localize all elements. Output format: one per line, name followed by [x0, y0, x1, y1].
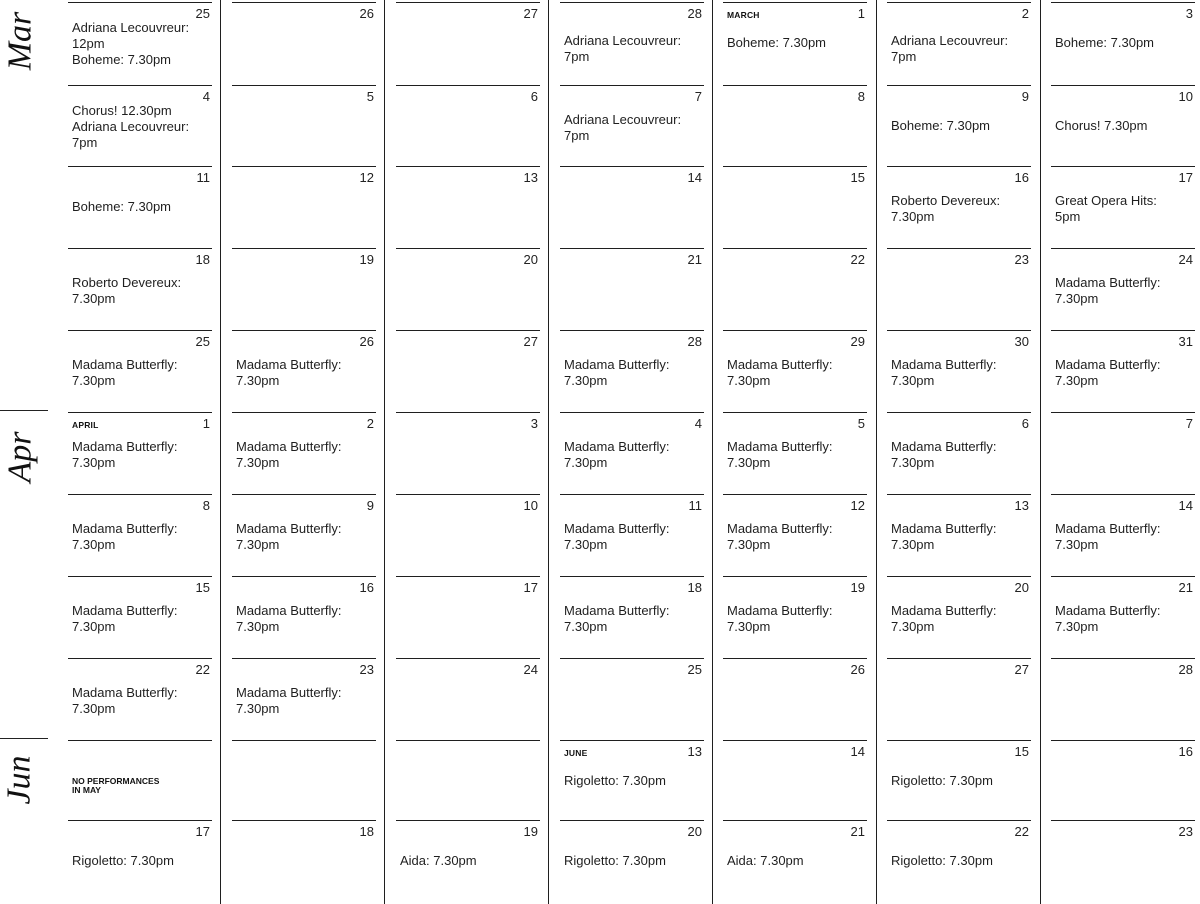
day-number: 16	[359, 580, 374, 595]
performance-entry: 7.30pm	[72, 455, 116, 470]
performance-entry: 7.30pm	[1055, 537, 1099, 552]
day-cell	[396, 820, 540, 902]
performance-entry: 7.30pm	[72, 701, 116, 716]
performance-entry: 7.30pm	[564, 373, 608, 388]
performance-entry: 7pm	[564, 128, 590, 143]
performance-entry: Chorus! 12.30pm	[72, 103, 172, 118]
day-cell	[68, 248, 212, 330]
column-divider	[712, 0, 713, 904]
performance-list	[891, 33, 1029, 65]
performance-entry: Rigoletto: 7.30pm	[891, 853, 993, 868]
day-number: 21	[1178, 580, 1193, 595]
day-cell	[1051, 248, 1195, 330]
day-number: 5	[857, 416, 865, 431]
day-cell	[887, 330, 1031, 412]
performance-entry: 7.30pm	[564, 455, 608, 470]
day-cell	[887, 494, 1031, 576]
performance-list	[1055, 275, 1193, 307]
day-number: 26	[359, 6, 374, 21]
day-cell	[1051, 576, 1195, 658]
day-cell	[723, 248, 867, 330]
performance-entry: Adriana Lecouvreur:	[72, 20, 190, 35]
day-number: 11	[688, 498, 702, 513]
month-label-text: Jun	[1, 755, 38, 805]
performance-entry: Madama Butterfly:	[891, 357, 997, 372]
performance-list	[727, 521, 865, 553]
performance-entry: Madama Butterfly:	[564, 439, 670, 454]
day-cell	[68, 2, 212, 84]
performance-entry: Madama Butterfly:	[72, 521, 178, 536]
day-cell	[232, 658, 376, 740]
day-number: 28	[687, 334, 702, 349]
day-cell	[396, 85, 540, 167]
day-number: 15	[195, 580, 210, 595]
performance-entry: 7.30pm	[72, 619, 116, 634]
performance-list	[891, 773, 1029, 789]
day-number: 29	[850, 334, 865, 349]
performance-entry: Madama Butterfly:	[1055, 603, 1161, 618]
performance-list	[891, 357, 1029, 389]
day-cell	[887, 576, 1031, 658]
day-number: 12	[359, 170, 374, 185]
performance-list	[564, 521, 702, 553]
day-number: 26	[850, 662, 865, 677]
day-number: 14	[1178, 498, 1193, 513]
day-number: 21	[850, 824, 865, 839]
day-number: 20	[687, 824, 702, 839]
month-start-tag: APRIL	[72, 420, 99, 430]
performance-list	[72, 853, 210, 869]
performance-entry: 7.30pm	[236, 373, 280, 388]
month-start-tag: JUNE	[564, 748, 588, 758]
performance-entry: Madama Butterfly:	[727, 603, 833, 618]
day-number: 10	[1178, 89, 1193, 104]
performance-entry: 7.30pm	[72, 291, 116, 306]
day-cell	[232, 166, 376, 248]
column-divider	[384, 0, 385, 904]
performance-entry: Madama Butterfly:	[727, 439, 833, 454]
day-number: 25	[687, 662, 702, 677]
day-number: 15	[1014, 744, 1029, 759]
day-cell	[232, 740, 376, 822]
day-cell	[723, 330, 867, 412]
performance-entry: 7.30pm	[236, 619, 280, 634]
day-cell	[1051, 494, 1195, 576]
performance-list	[1055, 35, 1193, 51]
performance-list	[72, 275, 210, 307]
performance-entry: Madama Butterfly:	[891, 603, 997, 618]
performance-entry: 7.30pm	[891, 455, 935, 470]
performance-entry: Madama Butterfly:	[891, 521, 997, 536]
day-cell	[723, 576, 867, 658]
performance-list	[564, 357, 702, 389]
performance-entry: Madama Butterfly:	[236, 439, 342, 454]
note-line: IN MAY	[72, 785, 101, 795]
performance-entry: 7.30pm	[236, 701, 280, 716]
day-number: 23	[1014, 252, 1029, 267]
performance-entry: Adriana Lecouvreur:	[891, 33, 1009, 48]
day-cell	[68, 576, 212, 658]
performance-list	[564, 603, 702, 635]
performance-entry: Adriana Lecouvreur:	[564, 112, 682, 127]
day-number: 16	[1178, 744, 1193, 759]
day-cell	[232, 2, 376, 84]
performance-list	[236, 357, 374, 389]
day-number: 26	[359, 334, 374, 349]
performance-entry: Madama Butterfly:	[727, 521, 833, 536]
performance-list	[72, 603, 210, 635]
day-cell	[723, 85, 867, 167]
day-number: 7	[694, 89, 702, 104]
performance-entry: Boheme: 7.30pm	[72, 52, 172, 67]
performance-list	[564, 439, 702, 471]
day-cell	[232, 85, 376, 167]
day-number: 14	[850, 744, 865, 759]
day-number: 20	[1014, 580, 1029, 595]
day-cell	[68, 658, 212, 740]
performance-entry: Madama Butterfly:	[1055, 357, 1161, 372]
day-cell	[1051, 412, 1195, 494]
performance-entry: 7pm	[72, 135, 98, 150]
performance-entry: Boheme: 7.30pm	[727, 35, 827, 50]
no-performances-note	[72, 777, 159, 795]
performance-list	[564, 853, 702, 869]
performance-entry: 7.30pm	[72, 537, 116, 552]
performance-entry: Madama Butterfly:	[564, 521, 670, 536]
day-cell	[68, 740, 212, 822]
performance-list	[72, 685, 210, 717]
day-number: 24	[1178, 252, 1193, 267]
day-cell	[887, 820, 1031, 902]
day-number: 18	[359, 824, 374, 839]
day-cell	[560, 494, 704, 576]
performance-entry: 7.30pm	[1055, 373, 1099, 388]
day-cell	[68, 412, 212, 494]
performance-entry: 7.30pm	[891, 209, 935, 224]
performance-entry: 7.30pm	[891, 619, 935, 634]
performance-entry: Boheme: 7.30pm	[891, 118, 991, 133]
performance-list	[891, 193, 1029, 225]
day-cell	[396, 576, 540, 658]
column-divider	[220, 0, 221, 904]
performance-list	[891, 853, 1029, 869]
day-number: 3	[1185, 6, 1193, 21]
performance-entry: 7.30pm	[1055, 619, 1099, 634]
day-cell	[1051, 330, 1195, 412]
day-cell	[68, 494, 212, 576]
day-number: 25	[195, 6, 210, 21]
day-cell	[1051, 740, 1195, 822]
day-number: 4	[202, 89, 210, 104]
performance-entry: 7.30pm	[72, 373, 116, 388]
month-label-apr	[0, 412, 40, 502]
day-number: 13	[1014, 498, 1029, 513]
performance-entry: 7.30pm	[891, 373, 935, 388]
day-number: 18	[687, 580, 702, 595]
day-cell	[887, 166, 1031, 248]
performance-entry: 5pm	[1055, 209, 1081, 224]
day-number: 13	[687, 744, 702, 759]
performance-entry: Rigoletto: 7.30pm	[891, 773, 993, 788]
performance-entry: Madama Butterfly:	[727, 357, 833, 372]
performance-entry: Madama Butterfly:	[236, 685, 342, 700]
performance-list	[400, 853, 538, 869]
performance-list	[72, 199, 210, 215]
month-start-tag: MARCH	[727, 10, 760, 20]
day-cell	[232, 576, 376, 658]
performance-entry: Adriana Lecouvreur:	[564, 33, 682, 48]
day-cell	[232, 330, 376, 412]
day-number: 17	[523, 580, 538, 595]
performance-list	[72, 20, 210, 68]
performance-entry: 7.30pm	[891, 537, 935, 552]
day-number: 23	[1178, 824, 1193, 839]
day-cell	[1051, 166, 1195, 248]
day-cell	[723, 658, 867, 740]
performance-entry: Madama Butterfly:	[1055, 521, 1161, 536]
day-cell	[723, 740, 867, 822]
day-number: 9	[1021, 89, 1029, 104]
day-number: 14	[687, 170, 702, 185]
performance-entry: Madama Butterfly:	[236, 521, 342, 536]
day-cell	[396, 2, 540, 84]
day-cell	[723, 820, 867, 902]
performance-list	[72, 357, 210, 389]
performance-entry: 7.30pm	[1055, 291, 1099, 306]
day-cell	[232, 820, 376, 902]
performance-entry: Madama Butterfly:	[72, 685, 178, 700]
performance-list	[236, 685, 374, 717]
day-cell	[396, 248, 540, 330]
performance-entry: 7.30pm	[564, 619, 608, 634]
day-number: 17	[1178, 170, 1193, 185]
performance-list	[1055, 357, 1193, 389]
day-cell	[887, 412, 1031, 494]
performance-entry: Chorus! 7.30pm	[1055, 118, 1148, 133]
day-cell	[396, 740, 540, 822]
day-cell	[396, 330, 540, 412]
day-number: 23	[359, 662, 374, 677]
day-number: 31	[1178, 334, 1193, 349]
day-number: 9	[366, 498, 374, 513]
performance-entry: 7.30pm	[727, 537, 771, 552]
month-divider	[0, 738, 48, 739]
performance-entry: 7.30pm	[727, 619, 771, 634]
performance-list	[564, 773, 702, 789]
performance-list	[891, 603, 1029, 635]
day-number: 15	[850, 170, 865, 185]
day-cell	[68, 820, 212, 902]
day-cell	[232, 248, 376, 330]
day-cell	[723, 412, 867, 494]
day-number: 13	[523, 170, 538, 185]
day-number: 6	[530, 89, 538, 104]
performance-list	[891, 439, 1029, 471]
performance-entry: Boheme: 7.30pm	[72, 199, 172, 214]
performance-entry: Madama Butterfly:	[891, 439, 997, 454]
day-cell	[887, 85, 1031, 167]
performance-entry: Madama Butterfly:	[236, 603, 342, 618]
performance-entry: 7.30pm	[236, 455, 280, 470]
day-number: 19	[523, 824, 538, 839]
day-number: 16	[1014, 170, 1029, 185]
performance-list	[564, 33, 702, 65]
day-cell	[560, 2, 704, 84]
day-cell	[723, 494, 867, 576]
day-cell	[396, 166, 540, 248]
performance-list	[236, 603, 374, 635]
day-number: 12	[850, 498, 865, 513]
day-number: 28	[1178, 662, 1193, 677]
day-cell	[560, 166, 704, 248]
day-cell	[887, 658, 1031, 740]
month-label-text: Apr	[1, 431, 38, 483]
column-divider	[876, 0, 877, 904]
day-number: 11	[196, 170, 210, 185]
day-cell	[68, 330, 212, 412]
day-number: 30	[1014, 334, 1029, 349]
performance-list	[727, 439, 865, 471]
day-number: 20	[523, 252, 538, 267]
performance-list	[72, 439, 210, 471]
day-number: 2	[366, 416, 374, 431]
day-number: 21	[687, 252, 702, 267]
day-cell	[232, 494, 376, 576]
performance-entry: 7pm	[564, 49, 590, 64]
month-label-mar	[0, 0, 40, 82]
performance-list	[564, 112, 702, 144]
day-cell	[723, 2, 867, 84]
day-number: 5	[366, 89, 374, 104]
day-number: 19	[850, 580, 865, 595]
performance-entry: 7.30pm	[727, 455, 771, 470]
day-number: 7	[1185, 416, 1193, 431]
day-number: 1	[857, 6, 865, 21]
day-cell	[560, 330, 704, 412]
performance-list	[1055, 193, 1193, 225]
performance-entry: Aida: 7.30pm	[727, 853, 804, 868]
day-cell	[887, 2, 1031, 84]
day-cell	[396, 412, 540, 494]
performance-entry: 7.30pm	[564, 537, 608, 552]
day-cell	[1051, 820, 1195, 902]
month-divider	[0, 410, 48, 411]
day-cell	[560, 820, 704, 902]
performance-entry: 12pm	[72, 36, 105, 51]
day-cell	[396, 494, 540, 576]
day-cell	[560, 740, 704, 822]
performance-entry: Madama Butterfly:	[72, 603, 178, 618]
performance-list	[891, 118, 1029, 134]
performance-list	[727, 35, 865, 51]
day-number: 4	[694, 416, 702, 431]
performance-entry: Great Opera Hits:	[1055, 193, 1157, 208]
day-number: 27	[523, 6, 538, 21]
performance-list	[236, 521, 374, 553]
month-label-text: Mar	[1, 11, 38, 71]
day-number: 22	[195, 662, 210, 677]
performance-entry: Madama Butterfly:	[564, 603, 670, 618]
performance-entry: Madama Butterfly:	[72, 357, 178, 372]
performance-entry: 7.30pm	[727, 373, 771, 388]
performance-entry: Aida: 7.30pm	[400, 853, 477, 868]
performance-list	[727, 357, 865, 389]
month-label-jun	[0, 740, 40, 820]
day-number: 18	[195, 252, 210, 267]
day-cell	[887, 740, 1031, 822]
performance-entry: Roberto Devereux:	[891, 193, 1001, 208]
day-number: 8	[202, 498, 210, 513]
day-number: 22	[850, 252, 865, 267]
day-number: 10	[523, 498, 538, 513]
day-cell	[1051, 658, 1195, 740]
day-number: 1	[202, 416, 210, 431]
day-number: 27	[1014, 662, 1029, 677]
day-number: 6	[1021, 416, 1029, 431]
performance-entry: Roberto Devereux:	[72, 275, 182, 290]
performance-entry: Boheme: 7.30pm	[1055, 35, 1155, 50]
performance-entry: Rigoletto: 7.30pm	[72, 853, 174, 868]
day-cell	[396, 658, 540, 740]
performance-entry: Madama Butterfly:	[72, 439, 178, 454]
performance-list	[72, 103, 210, 151]
note-line: NO PERFORMANCES	[72, 776, 160, 786]
day-cell	[1051, 2, 1195, 84]
performance-list	[1055, 521, 1193, 553]
day-cell	[560, 248, 704, 330]
day-cell	[68, 166, 212, 248]
day-cell	[887, 248, 1031, 330]
performance-entry: Madama Butterfly:	[1055, 275, 1161, 290]
performance-entry: Rigoletto: 7.30pm	[564, 853, 666, 868]
performance-entry: 7pm	[891, 49, 917, 64]
day-cell	[1051, 85, 1195, 167]
performance-entry: Madama Butterfly:	[564, 357, 670, 372]
column-divider	[1040, 0, 1041, 904]
performance-entry: Madama Butterfly:	[236, 357, 342, 372]
day-number: 27	[523, 334, 538, 349]
performance-list	[1055, 118, 1193, 134]
performance-entry: 7.30pm	[236, 537, 280, 552]
day-cell	[68, 85, 212, 167]
day-number: 17	[195, 824, 210, 839]
day-number: 24	[523, 662, 538, 677]
day-cell	[560, 412, 704, 494]
day-cell	[560, 658, 704, 740]
day-cell	[560, 85, 704, 167]
performance-list	[891, 521, 1029, 553]
day-number: 2	[1021, 6, 1029, 21]
day-number: 22	[1014, 824, 1029, 839]
column-divider	[548, 0, 549, 904]
performance-list	[72, 521, 210, 553]
day-number: 3	[530, 416, 538, 431]
performance-entry: Adriana Lecouvreur:	[72, 119, 190, 134]
day-number: 25	[195, 334, 210, 349]
performance-list	[236, 439, 374, 471]
day-cell	[723, 166, 867, 248]
performance-entry: Rigoletto: 7.30pm	[564, 773, 666, 788]
day-cell	[232, 412, 376, 494]
day-cell	[560, 576, 704, 658]
performance-list	[727, 853, 865, 869]
day-number: 28	[687, 6, 702, 21]
day-number: 8	[857, 89, 865, 104]
day-number: 19	[359, 252, 374, 267]
performance-list	[727, 603, 865, 635]
performance-list	[1055, 603, 1193, 635]
